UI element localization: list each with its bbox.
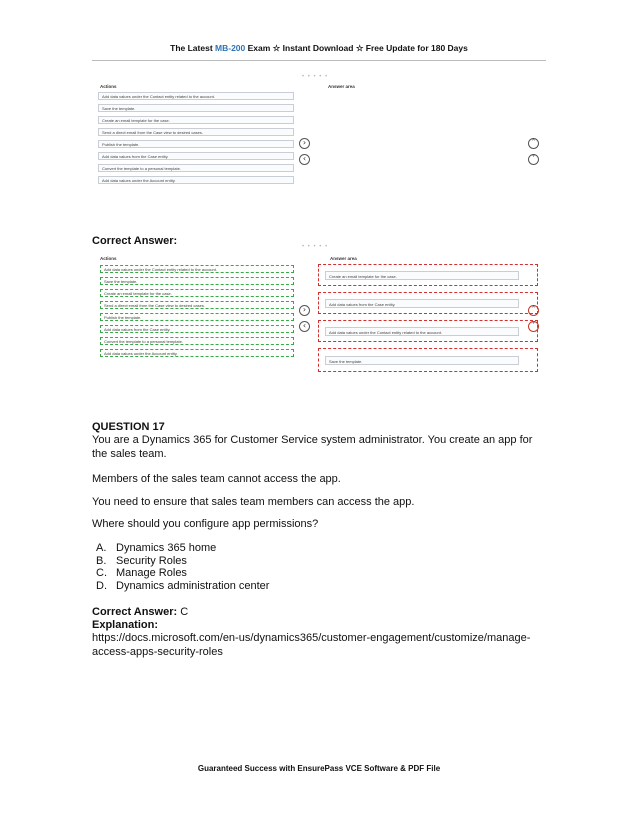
option-a[interactable]: A. Dynamics 365 home — [96, 542, 217, 554]
move-right-icon[interactable]: › — [299, 138, 310, 149]
answer-item[interactable]: Create an email template for the case. — [325, 271, 519, 280]
panel-dots: • • • • • — [302, 244, 329, 250]
option-b[interactable]: B. Security Roles — [96, 554, 187, 567]
action-item[interactable]: Send a direct email from the Case view to desired cases. — [100, 301, 294, 309]
action-item[interactable]: Publish the template. — [98, 140, 294, 148]
option-c[interactable]: C. Manage Roles — [96, 567, 187, 579]
answer-item[interactable]: Add data values under the Contact entity related to the account. — [325, 327, 519, 336]
question-title: QUESTION 17 — [92, 421, 165, 433]
exam-code: MB-200 — [215, 43, 246, 53]
move-right-icon[interactable]: › — [299, 305, 310, 316]
answer-slot — [318, 320, 538, 342]
option-d[interactable]: D. Dynamics administration center — [96, 579, 270, 592]
move-left-icon[interactable]: ‹ — [299, 321, 310, 332]
question-panel — [92, 72, 546, 192]
explanation-label: Explanation: — [92, 619, 159, 631]
question-prompt: Where should you configure app permissions? — [92, 518, 319, 530]
action-item[interactable]: Add data values under the Contact entity related to the account. — [98, 92, 294, 100]
question-text: You need to ensure that sales team members can access the app. — [92, 496, 415, 508]
action-item[interactable]: Send a direct email from the Case view to desired cases. — [98, 128, 294, 136]
answer-slot — [318, 264, 538, 286]
panel-dots: • • • • • — [302, 74, 329, 80]
action-item[interactable]: Publish the template. — [100, 313, 294, 321]
move-down-icon[interactable]: ˅ — [528, 154, 539, 165]
move-down-icon[interactable]: ˅ — [528, 321, 539, 332]
action-item[interactable]: Add data values from the Case entity. — [100, 325, 294, 333]
answer-area-title: Answer area — [328, 84, 355, 89]
answer-panel — [92, 244, 546, 374]
answer-item[interactable]: Add data values from the Case entity. — [325, 299, 519, 308]
action-item[interactable]: Create an email template for the case. — [100, 289, 294, 297]
action-item[interactable]: Add data values under the Account entity. — [100, 349, 294, 357]
action-item[interactable]: Save the template. — [100, 277, 294, 285]
page-header: The Latest MB-200 Exam ☆ Instant Download ☆ Free Update for 180 Days — [170, 43, 468, 53]
answer-slot — [318, 348, 538, 372]
action-item[interactable]: Add data values under the Contact entity related to the account. — [100, 265, 294, 273]
move-up-icon[interactable]: ˄ — [528, 138, 539, 149]
answer-options — [96, 542, 536, 592]
actions-title: Actions — [100, 84, 117, 89]
actions-title: Actions — [100, 256, 117, 261]
action-item[interactable]: Add data values from the Case entity. — [98, 152, 294, 160]
answer-slot — [318, 292, 538, 314]
answer-area-title: Answer area — [330, 256, 357, 261]
page-footer: Guaranteed Success with EnsurePass VCE Software & PDF File — [197, 764, 441, 773]
action-item[interactable]: Save the template. — [98, 104, 294, 112]
question-text: Members of the sales team cannot access the app. — [92, 473, 341, 485]
action-item[interactable]: Create an email template for the case. — [98, 116, 294, 124]
question-text: You are a Dynamics 365 for Customer Service system administrator. You create an app for the sales team. — [92, 434, 533, 460]
header-divider — [92, 60, 546, 61]
correct-answer-label: Correct Answer: — [92, 235, 178, 247]
reference-link[interactable]: https://docs.microsoft.com/en-us/dynamics365/customer-engagement/customize/manage- access-apps-security-roles — [92, 632, 531, 658]
correct-answer: Correct Answer: C — [92, 606, 189, 618]
move-up-icon[interactable]: ˄ — [528, 305, 539, 316]
action-item[interactable]: Convert the template to a personal template. — [100, 337, 294, 345]
action-item[interactable]: Convert the template to a personal template. — [98, 164, 294, 172]
answer-item[interactable]: Save the template. — [325, 356, 519, 365]
move-left-icon[interactable]: ‹ — [299, 154, 310, 165]
action-item[interactable]: Add data values under the Account entity. — [98, 176, 294, 184]
